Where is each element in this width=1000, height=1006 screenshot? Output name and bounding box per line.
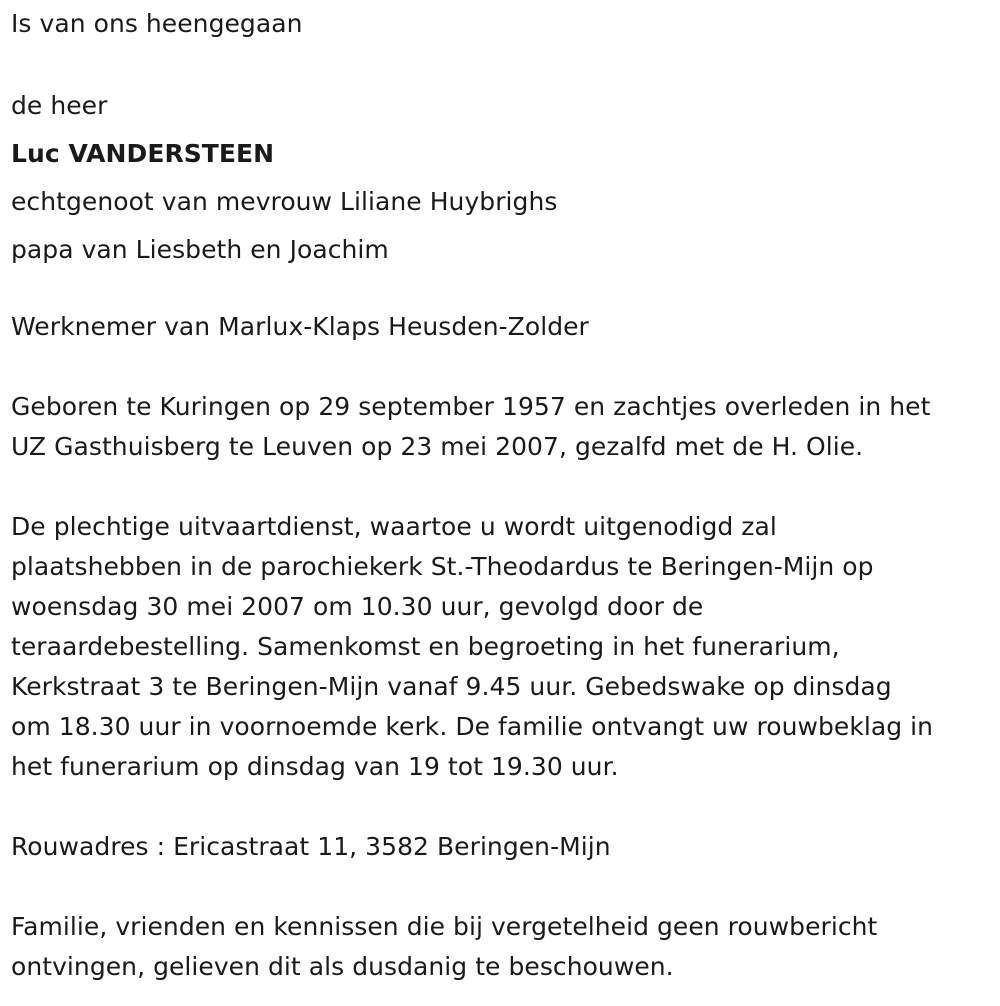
spacer (11, 867, 996, 907)
spouse-line: echtgenoot van mevrouw Liliane Huybrighs (11, 187, 558, 216)
children-line: papa van Liesbeth en Joachim (11, 235, 389, 264)
spacer (11, 347, 996, 387)
paragraph-line: ontvingen, gelieven dit als dusdanig te beschouwen. (11, 952, 674, 981)
paragraph-line: woensdag 30 mei 2007 om 10.30 uur, gevolgd door de (11, 592, 704, 621)
paragraph-line: het funerarium op dinsdag van 19 tot 19.30 uur. (11, 752, 619, 781)
deceased-name: Luc VANDERSTEEN (11, 139, 275, 168)
spacer (11, 274, 996, 307)
paragraph-line: Kerkstraat 3 te Beringen-Mijn vanaf 9.45 uur. Gebedswake op dinsdag (11, 672, 892, 701)
title-line: de heer (11, 91, 108, 120)
paragraph-line: om 18.30 uur in voornoemde kerk. De familie ontvangt uw rouwbeklag in (11, 712, 934, 741)
paragraph-line: teraardebestelling. Samenkomst en begroeting in het funerarium, (11, 632, 840, 661)
paragraph-line: Familie, vrienden en kennissen die bij vergetelheid geen rouwbericht (11, 912, 878, 941)
intro-line: Is van ons heengegaan (11, 9, 303, 38)
spacer (11, 48, 996, 82)
paragraph-line: De plechtige uitvaartdienst, waartoe u wordt uitgenodigd zal (11, 512, 777, 541)
birth-death-paragraph (11, 387, 996, 467)
paragraph-line: UZ Gasthuisberg te Leuven op 23 mei 2007, gezalfd met de H. Olie. (11, 432, 864, 461)
funeral-paragraph (11, 507, 996, 787)
death-notice (11, 0, 996, 987)
paragraph-line: plaatshebben in de parochiekerk St.-Theodardus te Beringen-Mijn op (11, 552, 874, 581)
address-line: Rouwadres : Ericastraat 11, 3582 Beringen-Mijn (11, 832, 611, 861)
paragraph-line: Geboren te Kuringen op 29 september 1957 en zachtjes overleden in het (11, 392, 931, 421)
spacer (11, 467, 996, 507)
spacer (11, 787, 996, 827)
employer-line: Werknemer van Marlux-Klaps Heusden-Zolder (11, 312, 589, 341)
closing-paragraph (11, 907, 996, 987)
